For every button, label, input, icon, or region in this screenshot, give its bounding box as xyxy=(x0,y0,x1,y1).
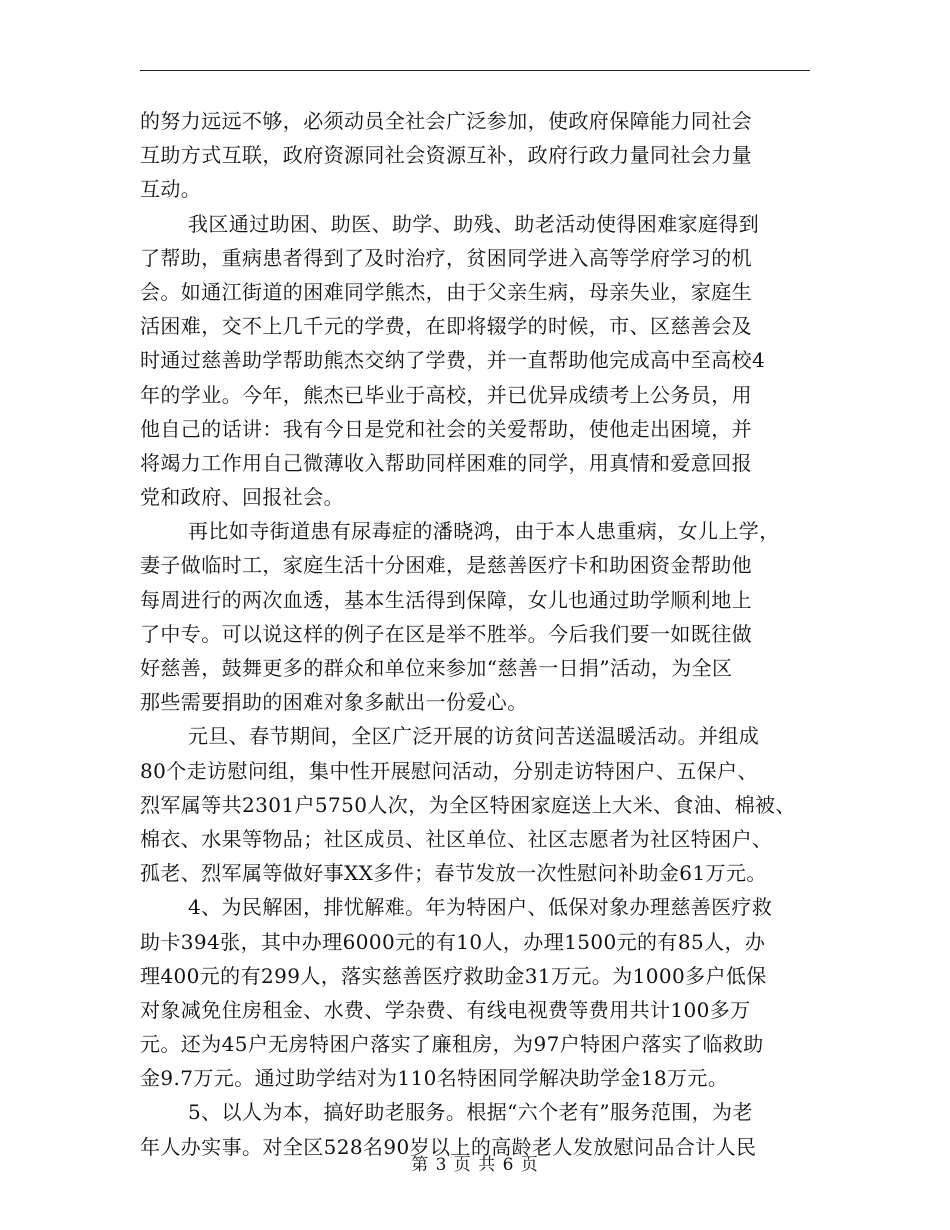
text-line: 他自己的话讲：我有今日是党和社会的关爱帮助，使他走出困境，并 xyxy=(140,416,752,441)
text-line: 活困难，交不上几千元的学费，在即将辍学的时候，市、区慈善会及 xyxy=(140,314,752,339)
text-line: 烈军属等共2301户5750人次，为全区特困家庭送上大米、食油、棉被、 xyxy=(140,792,796,817)
text-line: 再比如寺街道患有尿毒症的潘晓鸿，由于本人患重病，女儿上学， xyxy=(188,519,780,544)
text-line: 棉衣、水果等物品；社区成员、社区单位、社区志愿者为社区特困户、 xyxy=(140,826,773,851)
text-line: 4、为民解困，排忧解难。年为特困户、低保对象办理慈善医疗救 xyxy=(188,895,773,920)
text-line: 了帮助，重病患者得到了及时治疗，贫困同学进入高等学府学习的机 xyxy=(140,245,752,270)
text-line: 互助方式互联，政府资源同社会资源互补，政府行政力量同社会力量 xyxy=(140,143,752,168)
text-line: 助卡394张，其中办理6000元的有10人，办理1500元的有85人，办 xyxy=(140,929,766,954)
text-line: 了中专。可以说这样的例子在区是举不胜举。今后我们要一如既往做 xyxy=(140,621,752,646)
text-line: 我区通过助困、助医、助学、助残、助老活动使得困难家庭得到 xyxy=(188,211,760,236)
text-line: 年的学业。今年，熊杰已毕业于高校，并已优异成绩考上公务员，用 xyxy=(140,382,752,407)
text-line: 元。还为45户无房特困户落实了廉租房，为97户特困户落实了临救助 xyxy=(140,1032,764,1057)
text-line: 好慈善，鼓舞更多的群众和单位来参加“慈善一日捐”活动，为全区 xyxy=(140,656,733,680)
text-line: 元旦、春节期间，全区广泛开展的访贫问苦送温暖活动。并组成 xyxy=(188,724,760,749)
text-line: 80个走访慰问组，集中性开展慰问活动，分别走访特困户、五保户、 xyxy=(140,758,758,783)
text-line: 妻子做临时工，家庭生活十分困难，是慈善医疗卡和助困资金帮助他 xyxy=(140,553,752,578)
text-line: 理400元的有299人，落实慈善医疗救助金31万元。为1000多户低保 xyxy=(140,963,767,988)
text-line: 每周进行的两次血透，基本生活得到保障，女儿也通过助学顺利地上 xyxy=(140,587,752,612)
header-rule xyxy=(140,70,810,71)
document-body xyxy=(140,104,812,1164)
text-line: 5、以人为本，搞好助老服务。根据“六个老有”服务范围，为老 xyxy=(188,1100,753,1125)
text-line: 孤老、烈军属等做好事XX多件；春节发放一次性慰问补助金61万元。 xyxy=(140,861,767,886)
text-line: 将竭力工作用自己微薄收入帮助同样困难的同学，用真情和爱意回报 xyxy=(140,450,752,475)
text-line: 那些需要捐助的困难对象多献出一份爱心。 xyxy=(140,690,528,715)
text-line: 时通过慈善助学帮助熊杰交纳了学费，并一直帮助他完成高中至高校4 xyxy=(140,348,766,373)
text-line: 金9.7万元。通过助学结对为110名特困同学解决助学金18万元。 xyxy=(140,1066,729,1091)
text-line: 的努力远远不够，必须动员全社会广泛参加，使政府保障能力同社会 xyxy=(140,109,752,133)
text-line: 党和政府、回报社会。 xyxy=(140,485,344,510)
text-line: 互动。 xyxy=(140,177,202,202)
text-line: 会。如通江街道的困难同学熊杰，由于父亲生病，母亲失业，家庭生 xyxy=(140,279,752,304)
text-line: 对象减免住房租金、水费、学杂费、有线电视费等费用共计100多万 xyxy=(140,997,751,1022)
text-line: 年人办实事。对全区528名90岁以上的高龄老人发放慰问品合计人民 xyxy=(140,1134,757,1159)
page-footer: 第 3 页 共 6 页 xyxy=(411,1155,539,1175)
